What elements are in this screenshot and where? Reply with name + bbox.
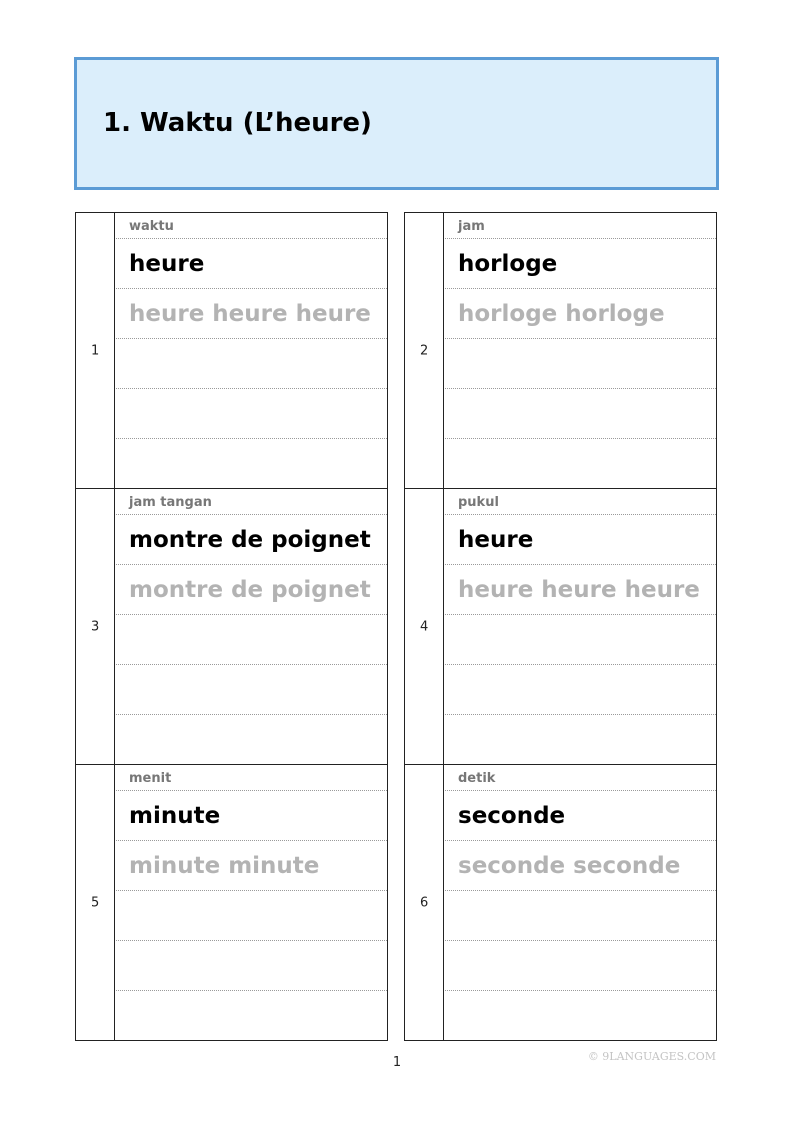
source-word-label: jam bbox=[458, 219, 485, 234]
card-number-column bbox=[405, 213, 444, 488]
card-number: 1 bbox=[91, 343, 100, 358]
writing-lines bbox=[116, 765, 387, 1040]
title-banner bbox=[74, 57, 719, 190]
writing-lines bbox=[445, 213, 716, 488]
writing-lines bbox=[445, 765, 716, 1040]
blank-writing-line[interactable] bbox=[445, 339, 716, 389]
page-title: 1. Waktu (L’heure) bbox=[103, 108, 372, 138]
blank-writing-line[interactable] bbox=[445, 715, 716, 764]
card-number-column bbox=[76, 765, 115, 1040]
blank-writing-line[interactable] bbox=[445, 891, 716, 941]
blank-writing-line[interactable] bbox=[445, 389, 716, 439]
vocab-card-4 bbox=[404, 488, 717, 764]
blank-writing-line[interactable] bbox=[116, 439, 387, 488]
blank-writing-line[interactable] bbox=[445, 615, 716, 665]
blank-writing-line[interactable] bbox=[445, 665, 716, 715]
tracing-practice-text: seconde seconde bbox=[458, 853, 681, 879]
vocab-card-2 bbox=[404, 212, 717, 488]
vocab-card-5 bbox=[75, 764, 388, 1041]
card-number: 2 bbox=[420, 343, 429, 358]
blank-writing-line[interactable] bbox=[116, 991, 387, 1040]
card-number-column bbox=[76, 489, 115, 764]
tracing-practice-text: minute minute bbox=[129, 853, 320, 879]
card-number: 3 bbox=[91, 619, 100, 634]
blank-writing-line[interactable] bbox=[116, 389, 387, 439]
card-number: 4 bbox=[420, 619, 429, 634]
card-number-column bbox=[76, 213, 115, 488]
page-number: 1 bbox=[392, 1055, 402, 1070]
vocab-card-6 bbox=[404, 764, 717, 1041]
source-word-label: detik bbox=[458, 771, 496, 786]
blank-writing-line[interactable] bbox=[116, 339, 387, 389]
source-word-label: jam tangan bbox=[129, 495, 212, 510]
source-word-label: pukul bbox=[458, 495, 499, 510]
writing-lines bbox=[116, 213, 387, 488]
card-number-column bbox=[405, 765, 444, 1040]
tracing-practice-text: montre de poignet bbox=[129, 577, 371, 603]
vocab-card-3 bbox=[75, 488, 388, 764]
vocab-card-1 bbox=[75, 212, 388, 488]
writing-lines bbox=[445, 489, 716, 764]
target-word: heure bbox=[129, 251, 205, 277]
target-word: minute bbox=[129, 803, 221, 829]
target-word: montre de poignet bbox=[129, 527, 371, 553]
blank-writing-line[interactable] bbox=[445, 991, 716, 1040]
blank-writing-line[interactable] bbox=[116, 941, 387, 991]
blank-writing-line[interactable] bbox=[116, 615, 387, 665]
card-number-column bbox=[405, 489, 444, 764]
tracing-practice-text: heure heure heure bbox=[129, 301, 371, 327]
tracing-practice-text: heure heure heure bbox=[458, 577, 700, 603]
blank-writing-line[interactable] bbox=[116, 715, 387, 764]
card-number: 6 bbox=[420, 895, 429, 910]
card-number: 5 bbox=[91, 895, 100, 910]
blank-writing-line[interactable] bbox=[445, 941, 716, 991]
target-word: horloge bbox=[458, 251, 558, 277]
source-word-label: waktu bbox=[129, 219, 174, 234]
blank-writing-line[interactable] bbox=[116, 665, 387, 715]
writing-lines bbox=[116, 489, 387, 764]
blank-writing-line[interactable] bbox=[445, 439, 716, 488]
source-word-label: menit bbox=[129, 771, 172, 786]
tracing-practice-text: horloge horloge bbox=[458, 301, 665, 327]
target-word: heure bbox=[458, 527, 534, 553]
target-word: seconde bbox=[458, 803, 566, 829]
blank-writing-line[interactable] bbox=[116, 891, 387, 941]
copyright-notice: © 9LANGUAGES.COM bbox=[587, 1050, 716, 1063]
